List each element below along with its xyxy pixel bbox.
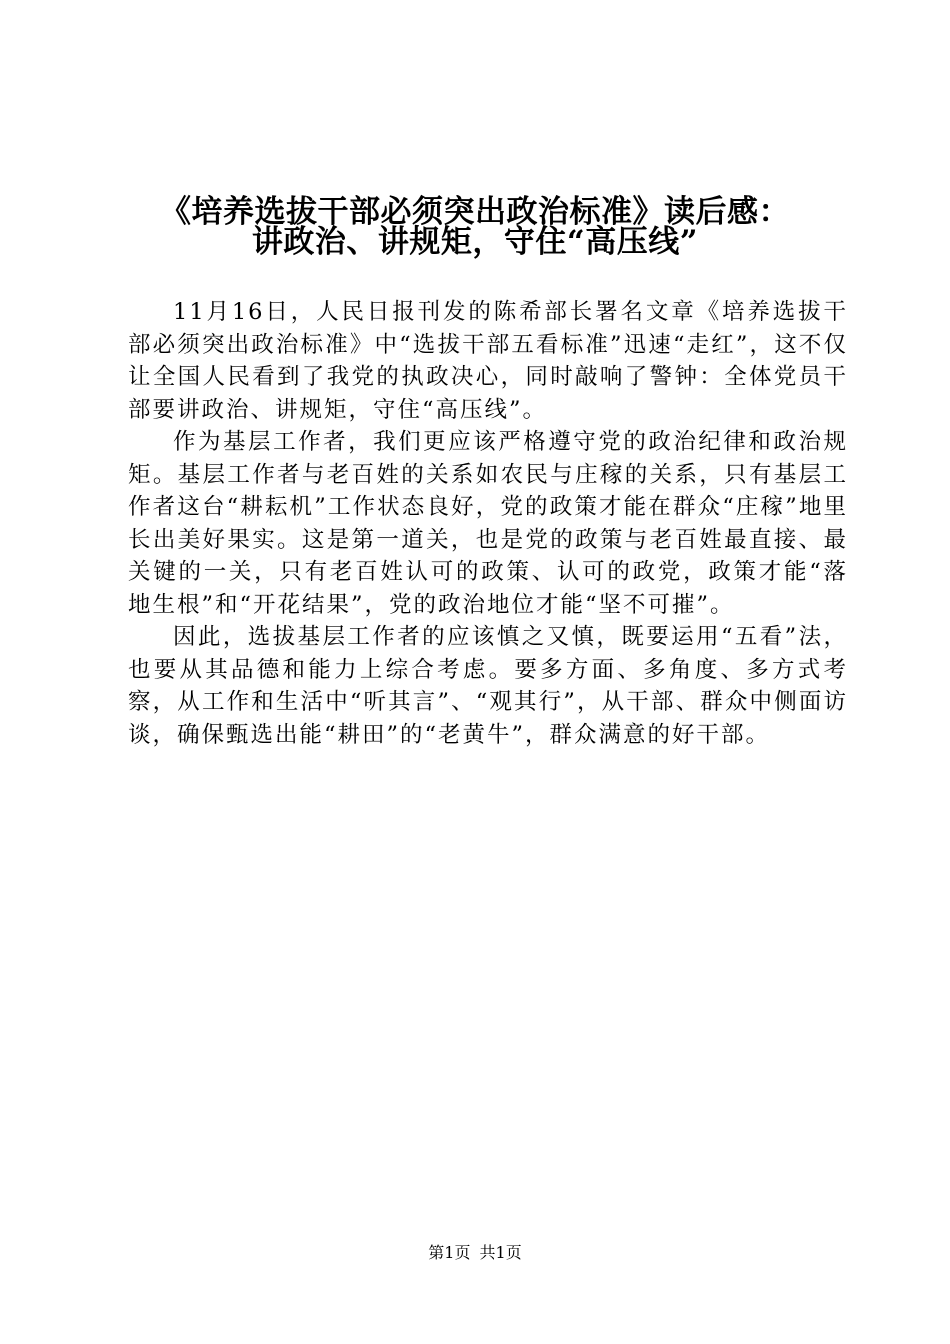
paragraph-1: 11月16日，人民日报刊发的陈希部长署名文章《培养选拔干部必须突出政治标准》中“选拔干部五看标准”迅速“走红”，这不仅让全国人民看到了我党的执政决心，同时敲响了警钟：全体党员干部要讲政治、讲规矩，守住“高压线”。 [128,299,848,423]
page-number: 第1页 [428,1243,471,1262]
document-title-line-1: 《培养选拔干部必须突出政治标准》读后感： [160,194,790,230]
document-title-line-2: 讲政治、讲规矩，守住“高压线” [251,224,699,260]
page-total: 共1页 [479,1243,522,1262]
page-footer [0,1243,950,1263]
paragraph-3: 因此，选拔基层工作者的应该慎之又慎，既要运用“五看”法，也要从其品德和能力上综合考虑。要多方面、多角度、多方式考察，从工作和生活中“听其言”、“观其行”，从干部、群众中侧面访谈，确保甄选出能“耕田”的“老黄牛”，群众满意的好干部。 [128,624,848,748]
paragraph-2: 作为基层工作者，我们更应该严格遵守党的政治纪律和政治规矩。基层工作者与老百姓的关系如农民与庄稼的关系，只有基层工作者这台“耕耘机”工作状态良好，党的政策才能在群众“庄稼”地里长出美好果实。这是第一道关，也是党的政策与老百姓最直接、最关键的一关，只有老百姓认可的政策、认可的政党，政策才能“落地生根”和“开花结果”，党的政治地位才能“坚不可摧”。 [128,429,848,618]
document-body [128,296,848,751]
